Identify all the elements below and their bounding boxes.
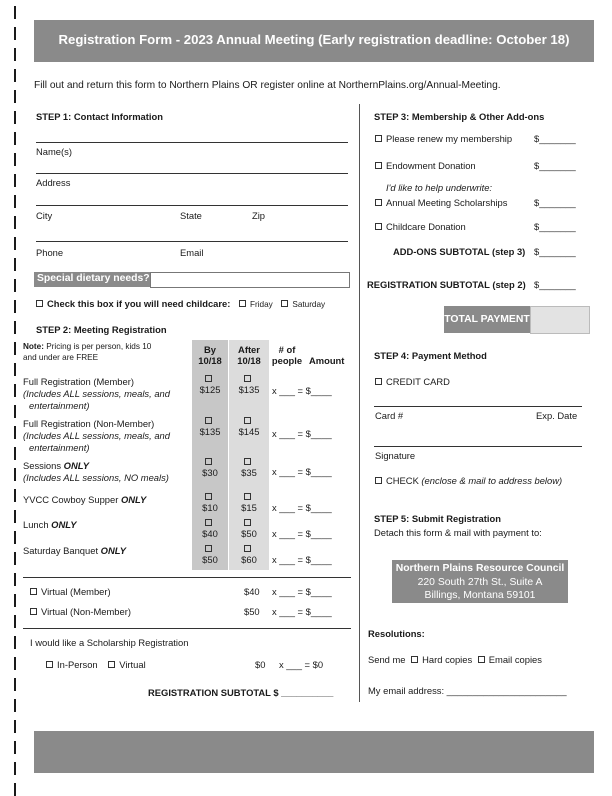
checkbox-icon[interactable] <box>30 608 37 615</box>
step2-heading: STEP 2: Meeting Registration <box>36 324 167 335</box>
perforation-tick <box>14 468 16 481</box>
checkbox-icon[interactable] <box>205 458 212 465</box>
perforation-tick <box>14 6 16 19</box>
checkbox-icon[interactable] <box>244 545 251 552</box>
perforation-tick <box>14 762 16 775</box>
perforation-tick <box>14 720 16 733</box>
checkbox-icon[interactable] <box>205 493 212 500</box>
perforation-tick <box>14 741 16 754</box>
resolutions-row: Send me Hard copies Email copies <box>368 654 542 665</box>
email-copies-checkbox-icon[interactable] <box>478 656 485 663</box>
step4-heading: STEP 4: Payment Method <box>374 350 487 361</box>
childcare-label: Check this box if you will need childcare: <box>47 298 231 309</box>
virtual-checkbox-icon[interactable] <box>108 661 115 668</box>
names-line[interactable] <box>36 142 348 143</box>
perforation-tick <box>14 90 16 103</box>
saturday-checkbox-icon[interactable] <box>281 300 288 307</box>
perforation-tick <box>14 405 16 418</box>
perforation-tick <box>14 237 16 250</box>
checkbox-icon[interactable] <box>205 417 212 424</box>
perforation-tick <box>14 132 16 145</box>
perforation-tick <box>14 678 16 691</box>
names-label: Name(s) <box>36 146 72 157</box>
saturday-label: Saturday <box>292 300 326 309</box>
qty-amount-field[interactable]: x ___ = $____ <box>272 466 332 477</box>
scholarship-options: In-Person Virtual <box>46 659 146 670</box>
city-state-zip-line[interactable] <box>36 205 348 206</box>
checkbox-icon[interactable] <box>205 375 212 382</box>
checkbox-icon[interactable] <box>244 458 251 465</box>
virtual-nonmember-price: $50 <box>244 606 260 617</box>
checkbox-icon[interactable] <box>375 378 382 385</box>
col-after-header: After 10/18 <box>237 344 261 366</box>
qty-amount-field[interactable]: x ___ = $____ <box>272 385 332 396</box>
childcare-row <box>36 298 325 309</box>
table-row: Full Registration (Non-Member) (Includes ALL sessions, meals, and entertainment) <box>23 418 170 453</box>
footer-bar <box>34 731 594 773</box>
column-divider <box>359 104 360 702</box>
table-row: Saturday Banquet ONLY <box>23 545 127 556</box>
early-price: $30 <box>192 456 228 478</box>
amount-field[interactable]: $_______ <box>534 246 576 257</box>
perforation-tick <box>14 363 16 376</box>
perforation-tick <box>14 279 16 292</box>
col-by-header: By 10/18 <box>198 344 222 366</box>
perforation-tick <box>14 531 16 544</box>
virtual-nonmember-row: Virtual (Non-Member) <box>30 606 131 617</box>
checkbox-icon[interactable] <box>375 199 382 206</box>
checkbox-icon[interactable] <box>205 519 212 526</box>
perforation-tick <box>14 573 16 586</box>
col-people-header: # of people <box>271 344 303 366</box>
perforation-tick <box>14 48 16 61</box>
early-price: $10 <box>192 491 228 513</box>
late-price: $35 <box>229 456 269 478</box>
qty-amount-field[interactable]: x ___ = $____ <box>272 502 332 513</box>
perforation-tick <box>14 174 16 187</box>
qty-amount-field[interactable]: x ___ = $____ <box>272 428 332 439</box>
late-price: $135 <box>229 373 269 395</box>
endowment-row: Endowment Donation <box>375 160 476 171</box>
card-line[interactable] <box>374 406 582 407</box>
divider <box>23 628 351 629</box>
form-header <box>34 20 594 62</box>
qty-amount-field[interactable]: x ___ = $____ <box>272 586 332 597</box>
checkbox-icon[interactable] <box>375 223 382 230</box>
perforation-tick <box>14 111 16 124</box>
table-row: Sessions ONLY (Includes ALL sessions, NO meals) <box>23 460 169 483</box>
mailing-address <box>392 560 568 603</box>
email-address-field[interactable]: My email address: _______________________ <box>368 685 567 696</box>
qty-amount-field[interactable]: x ___ = $____ <box>272 528 332 539</box>
intro-text: Fill out and return this form to Northern Plains OR register online at NorthernPlains.org/Annual-Meeting. <box>34 80 501 91</box>
perforation-tick <box>14 447 16 460</box>
city-state-zip: Billings, Montana 59101 <box>424 590 536 601</box>
pricing-note-line2: and under are FREE <box>23 353 99 362</box>
late-price: $15 <box>229 491 269 513</box>
address-line[interactable] <box>36 173 348 174</box>
early-price: $135 <box>192 415 228 437</box>
checkbox-icon[interactable] <box>244 417 251 424</box>
perforation-tick <box>14 615 16 628</box>
friday-checkbox-icon[interactable] <box>239 300 246 307</box>
qty-amount-field[interactable]: x ___ = $____ <box>272 554 332 565</box>
checkbox-icon[interactable] <box>30 588 37 595</box>
detach-text: Detach this form & mail with payment to: <box>374 527 542 538</box>
checkbox-icon[interactable] <box>375 162 382 169</box>
credit-card-row: CREDIT CARD <box>375 376 450 387</box>
late-price: $145 <box>229 415 269 437</box>
card-number-label: Card # <box>375 410 404 421</box>
perforation-tick <box>14 783 16 796</box>
state-label: State <box>180 210 202 221</box>
scholarship-price: $0 <box>255 659 266 670</box>
reg-subtotal-label: REGISTRATION SUBTOTAL (step 2) <box>367 279 526 290</box>
perforation-tick <box>14 153 16 166</box>
perforation-tick <box>14 510 16 523</box>
phone-label: Phone <box>36 247 64 258</box>
amount-field[interactable]: $_______ <box>534 221 576 232</box>
email-label: Email <box>180 247 204 258</box>
perforation-tick <box>14 342 16 355</box>
perforation-tick <box>14 69 16 82</box>
perforation-tick <box>14 384 16 397</box>
perforation-tick <box>14 489 16 502</box>
registration-subtotal[interactable]: REGISTRATION SUBTOTAL $ __________ <box>148 687 334 698</box>
perforation-tick <box>14 300 16 313</box>
perforation-tick <box>14 552 16 565</box>
form-title: Registration Form - 2023 Annual Meeting (Early registration deadline: October 18) <box>58 32 570 47</box>
virtual-member-price: $40 <box>244 586 260 597</box>
checkbox-icon[interactable] <box>244 493 251 500</box>
dietary-label: Special dietary needs? <box>37 273 150 284</box>
street-address: 220 South 27th St., Suite A <box>417 576 543 588</box>
total-payment-input[interactable] <box>530 306 590 334</box>
perforation-tick <box>14 321 16 334</box>
table-row: YVCC Cowboy Supper ONLY <box>23 494 147 505</box>
scholarship-label: I would like a Scholarship Registration <box>30 637 189 648</box>
perforation-tick <box>14 594 16 607</box>
perforation-tick <box>14 258 16 271</box>
step3-heading: STEP 3: Membership & Other Add-ons <box>374 111 545 122</box>
table-row: Full Registration (Member) (Includes ALL sessions, meals, and entertainment) <box>23 376 170 411</box>
perforation-tick <box>14 699 16 712</box>
divider <box>23 577 351 578</box>
phone-email-line[interactable] <box>36 241 348 242</box>
pricing-note: Note: Pricing is per person, kids 10 <box>23 342 152 351</box>
address-label: Address <box>36 177 71 188</box>
checkbox-icon[interactable] <box>375 135 382 142</box>
hard-copies-checkbox-icon[interactable] <box>411 656 418 663</box>
amount-field[interactable]: $_______ <box>534 133 576 144</box>
early-price: $125 <box>192 373 228 395</box>
step5-heading: STEP 5: Submit Registration <box>374 513 501 524</box>
perforation-tick <box>14 216 16 229</box>
renew-row: Please renew my membership <box>375 133 512 144</box>
total-payment-label-bar <box>444 306 530 333</box>
amount-field[interactable]: $_______ <box>534 160 576 171</box>
scholarship-qty-field[interactable]: x ___ = $0 <box>279 659 324 670</box>
zip-label: Zip <box>252 210 266 221</box>
step1-heading: STEP 1: Contact Information <box>36 111 163 122</box>
late-price: $50 <box>229 517 269 539</box>
perforation-tick <box>14 657 16 670</box>
col-amount-header: Amount <box>309 355 345 366</box>
early-price: $50 <box>192 543 228 565</box>
resolutions-heading: Resolutions: <box>368 628 425 639</box>
early-price: $40 <box>192 517 228 539</box>
qty-amount-field[interactable]: x ___ = $____ <box>272 606 332 617</box>
total-payment-label: TOTAL PAYMENT <box>444 314 530 325</box>
virtual-member-row: Virtual (Member) <box>30 586 111 597</box>
perforation-tick <box>14 636 16 649</box>
signature-label: Signature <box>375 450 416 461</box>
checkbox-icon[interactable] <box>244 375 251 382</box>
checkbox-icon[interactable] <box>205 545 212 552</box>
amount-field[interactable]: $_______ <box>534 279 576 290</box>
late-price: $60 <box>229 543 269 565</box>
amount-field[interactable]: $_______ <box>534 197 576 208</box>
friday-label: Friday <box>250 300 273 309</box>
childcare-checkbox-icon[interactable] <box>36 300 43 307</box>
exp-date-label: Exp. Date <box>536 410 578 421</box>
perforation-tick <box>14 27 16 40</box>
dietary-label-bar <box>34 272 150 287</box>
in-person-checkbox-icon[interactable] <box>46 661 53 668</box>
perforation-tick <box>14 195 16 208</box>
scholarships-row: Annual Meeting Scholarships <box>375 197 507 208</box>
childcare-donation-row: Childcare Donation <box>375 221 466 232</box>
addons-subtotal-label: ADD-ONS SUBTOTAL (step 3) <box>393 246 526 257</box>
org-name: Northern Plains Resource Council <box>395 563 565 574</box>
city-label: City <box>36 210 53 221</box>
checkbox-icon[interactable] <box>375 477 382 484</box>
check-row: CHECK (enclose & mail to address below) <box>375 475 562 486</box>
perforation-tick <box>14 426 16 439</box>
checkbox-icon[interactable] <box>244 519 251 526</box>
signature-line[interactable] <box>374 446 582 447</box>
dietary-input[interactable] <box>150 272 350 288</box>
underwrite-label: I'd like to help underwrite: <box>386 182 493 193</box>
table-row: Lunch ONLY <box>23 519 77 530</box>
